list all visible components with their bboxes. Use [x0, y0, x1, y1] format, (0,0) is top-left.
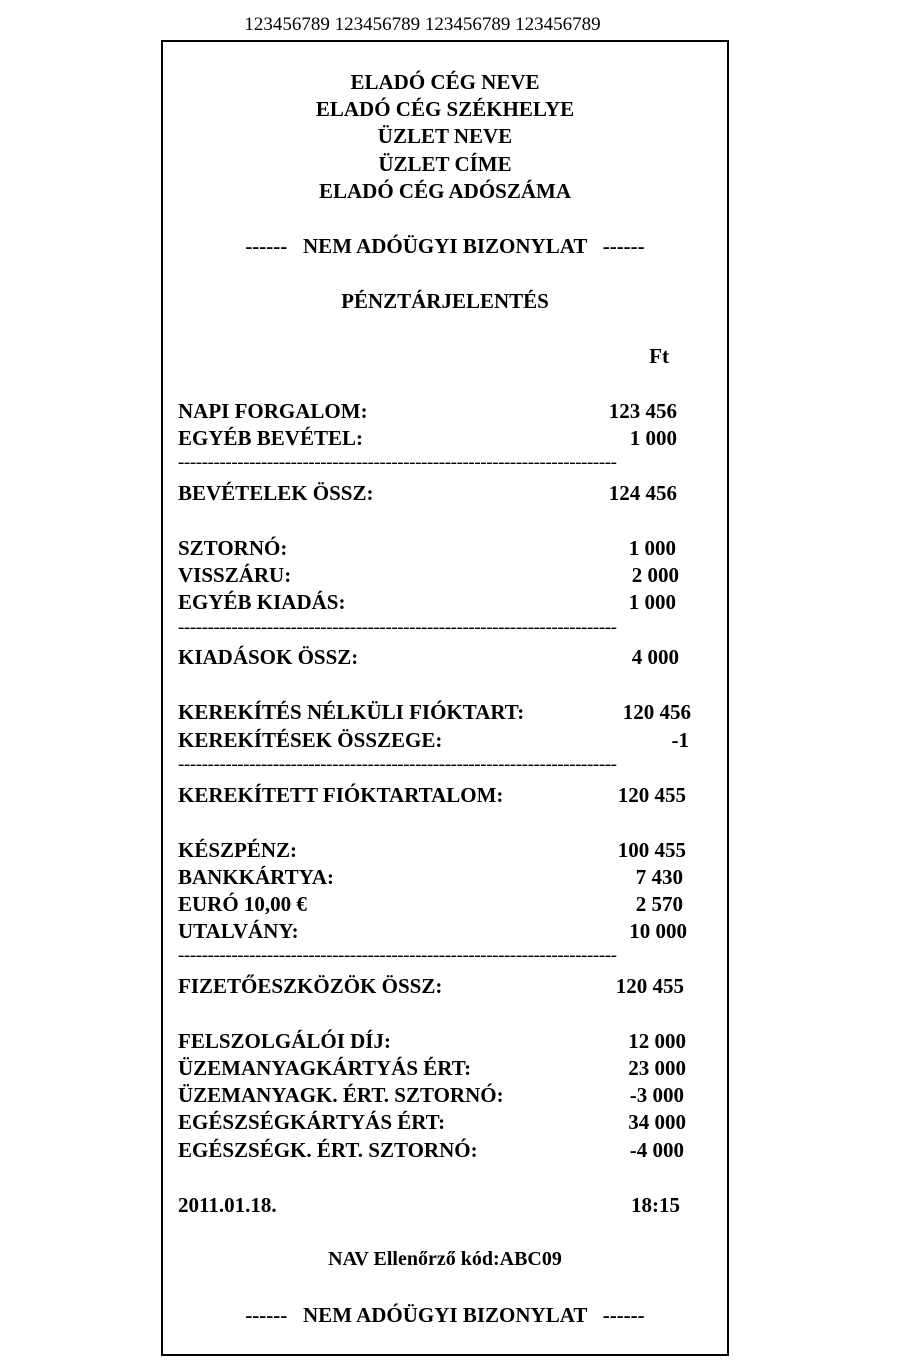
row-value: -3 000	[629, 1083, 684, 1107]
currency-label: Ft	[649, 344, 669, 368]
row-value: 7 430	[635, 865, 683, 889]
row-label: NAPI FORGALOM:	[178, 399, 368, 423]
row-label: ÜZEMANYAGKÁRTYÁS ÉRT:	[178, 1056, 472, 1080]
row-label: SZTORNÓ:	[178, 536, 288, 560]
row-value: 120 455	[617, 783, 686, 807]
row-value: 12 000	[628, 1029, 686, 1053]
row-label: FELSZOLGÁLÓI DÍJ:	[178, 1029, 391, 1053]
non-fiscal-notice-top: ------ NEM ADÓÜGYI BIZONYLAT ------	[245, 234, 645, 258]
row-label: KEREKÍTÉS NÉLKÜLI FIÓKTART:	[178, 700, 525, 724]
row-value: 120 456	[622, 700, 691, 724]
shop-name: ÜZLET NEVE	[377, 124, 513, 148]
row-value: -1	[671, 728, 689, 752]
row-value: 34 000	[628, 1110, 686, 1134]
seller-tax-number: ELADÓ CÉG ADÓSZÁMA	[318, 179, 572, 203]
row-value: -4 000	[629, 1138, 684, 1162]
separator-line: --------------------------------------------------------------------------	[178, 452, 617, 473]
row-value: 2 570	[635, 892, 683, 916]
row-label: VISSZÁRU:	[178, 563, 292, 587]
separator-line: --------------------------------------------------------------------------	[178, 754, 617, 775]
receipt	[161, 40, 729, 1356]
row-label: FIZETŐESZKÖZÖK ÖSSZ:	[178, 974, 443, 998]
separator-line: --------------------------------------------------------------------------	[178, 945, 617, 966]
row-label: EURÓ 10,00 €	[178, 892, 307, 916]
row-value: 120 455	[615, 974, 684, 998]
row-label: EGYÉB BEVÉTEL:	[178, 426, 363, 450]
row-label: BANKKÁRTYA:	[178, 865, 335, 889]
row-label: KEREKÍTETT FIÓKTARTALOM:	[178, 783, 504, 807]
row-value: 1 000	[628, 590, 676, 614]
row-value: 2 000	[631, 563, 679, 587]
seller-company-name: ELADÓ CÉG NEVE	[350, 70, 540, 94]
row-label: KEREKÍTÉSEK ÖSSZEGE:	[178, 728, 443, 752]
non-fiscal-notice-bottom: ------ NEM ADÓÜGYI BIZONYLAT ------	[245, 1303, 645, 1327]
shop-address: ÜZLET CÍME	[378, 152, 512, 176]
row-label: UTALVÁNY:	[178, 919, 299, 943]
receipt-time: 18:15	[631, 1193, 680, 1217]
row-value: 100 455	[617, 838, 686, 862]
row-value: 124 456	[608, 481, 677, 505]
row-value: 23 000	[628, 1056, 686, 1080]
row-label: EGÉSZSÉGK. ÉRT. SZTORNÓ:	[178, 1138, 478, 1162]
row-value: 10 000	[629, 919, 687, 943]
row-value: 123 456	[608, 399, 677, 423]
row-label: KÉSZPÉNZ:	[178, 838, 298, 862]
separator-line: --------------------------------------------------------------------------	[178, 617, 617, 638]
column-ruler: 123456789 123456789 123456789 123456789	[244, 14, 601, 35]
row-label: KIADÁSOK ÖSSZ:	[178, 645, 359, 669]
row-label: BEVÉTELEK ÖSSZ:	[178, 481, 374, 505]
receipt-date: 2011.01.18.	[178, 1193, 277, 1217]
seller-company-address: ELADÓ CÉG SZÉKHELYE	[315, 97, 575, 121]
row-value: 4 000	[631, 645, 679, 669]
row-label: ÜZEMANYAGK. ÉRT. SZTORNÓ:	[178, 1083, 504, 1107]
report-title: PÉNZTÁRJELENTÉS	[341, 289, 549, 313]
row-value: 1 000	[628, 536, 676, 560]
row-value: 1 000	[629, 426, 677, 450]
row-label: EGYÉB KIADÁS:	[178, 590, 346, 614]
row-label: EGÉSZSÉGKÁRTYÁS ÉRT:	[178, 1110, 446, 1134]
nav-check-code: NAV Ellenőrző kód:ABC09	[328, 1248, 562, 1270]
